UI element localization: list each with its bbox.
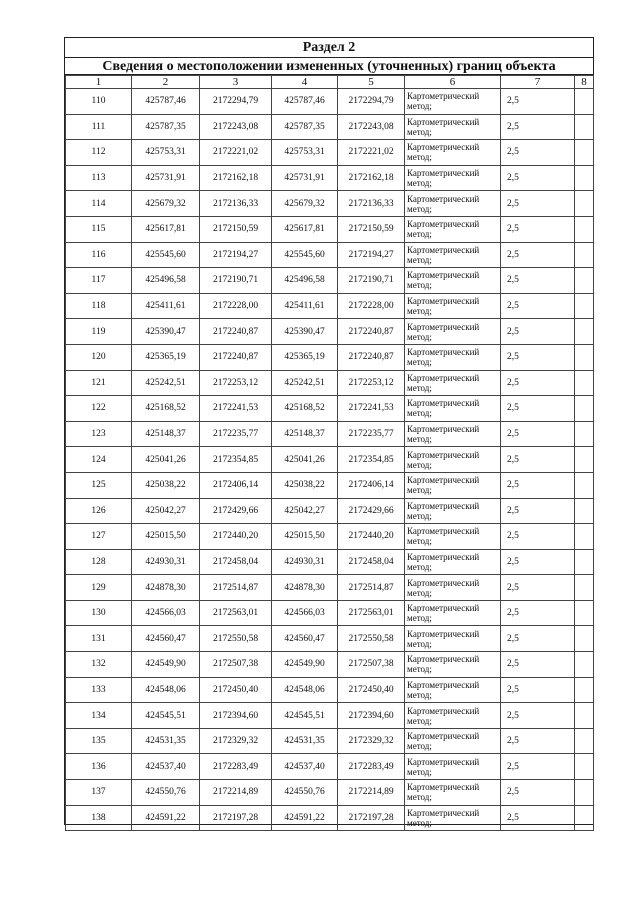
existing-y: 2172214,89 xyxy=(200,780,272,806)
point-number: 128 xyxy=(66,549,132,575)
new-y: 2172214,89 xyxy=(338,780,405,806)
new-x: 424537,40 xyxy=(272,754,338,780)
existing-y: 2172150,59 xyxy=(200,216,272,242)
existing-x: 425148,37 xyxy=(132,421,200,447)
point-number: 111 xyxy=(66,114,132,140)
accuracy: 2,5 xyxy=(501,472,575,498)
accuracy: 2,5 xyxy=(501,498,575,524)
new-y: 2172228,00 xyxy=(338,293,405,319)
existing-y: 2172394,60 xyxy=(200,703,272,729)
column-8-cell xyxy=(575,268,594,294)
new-y: 2172150,59 xyxy=(338,216,405,242)
new-x: 425365,19 xyxy=(272,344,338,370)
column-8-cell xyxy=(575,165,594,191)
existing-y: 2172235,77 xyxy=(200,421,272,447)
table-row xyxy=(66,319,594,345)
new-y: 2172162,18 xyxy=(338,165,405,191)
column-number: 5 xyxy=(338,76,405,89)
existing-y: 2172507,38 xyxy=(200,652,272,678)
column-8-cell xyxy=(575,780,594,806)
existing-x: 425038,22 xyxy=(132,472,200,498)
point-number: 124 xyxy=(66,447,132,473)
column-8-cell xyxy=(575,370,594,396)
existing-y: 2172253,12 xyxy=(200,370,272,396)
new-x: 425042,27 xyxy=(272,498,338,524)
document-frame xyxy=(64,37,594,828)
table-row xyxy=(66,293,594,319)
column-8-cell xyxy=(575,344,594,370)
section-title: Раздел 2 xyxy=(65,38,593,58)
new-y: 2172514,87 xyxy=(338,575,405,601)
column-8-cell xyxy=(575,447,594,473)
new-x: 425731,91 xyxy=(272,165,338,191)
existing-y: 2172243,08 xyxy=(200,114,272,140)
point-number: 116 xyxy=(66,242,132,268)
column-8-cell xyxy=(575,319,594,345)
existing-y: 2172197,28 xyxy=(200,805,272,831)
method: Картометрический метод; xyxy=(405,575,501,601)
column-8-cell xyxy=(575,242,594,268)
new-y: 2172440,20 xyxy=(338,524,405,550)
new-x: 424550,76 xyxy=(272,780,338,806)
accuracy: 2,5 xyxy=(501,447,575,473)
accuracy: 2,5 xyxy=(501,344,575,370)
table-row xyxy=(66,242,594,268)
point-number: 118 xyxy=(66,293,132,319)
accuracy: 2,5 xyxy=(501,421,575,447)
column-8-cell xyxy=(575,549,594,575)
point-number: 119 xyxy=(66,319,132,345)
table-row xyxy=(66,754,594,780)
accuracy: 2,5 xyxy=(501,600,575,626)
accuracy: 2,5 xyxy=(501,575,575,601)
method: Картометрический метод; xyxy=(405,447,501,473)
existing-x: 425787,35 xyxy=(132,114,200,140)
new-y: 2172241,53 xyxy=(338,396,405,422)
column-8-cell xyxy=(575,140,594,166)
method: Картометрический метод; xyxy=(405,652,501,678)
point-number: 122 xyxy=(66,396,132,422)
new-x: 424548,06 xyxy=(272,677,338,703)
table-row xyxy=(66,114,594,140)
method: Картометрический метод; xyxy=(405,600,501,626)
new-x: 424878,30 xyxy=(272,575,338,601)
point-number: 115 xyxy=(66,216,132,242)
column-8-cell xyxy=(575,703,594,729)
existing-x: 424566,03 xyxy=(132,600,200,626)
existing-x: 425168,52 xyxy=(132,396,200,422)
accuracy: 2,5 xyxy=(501,89,575,115)
accuracy: 2,5 xyxy=(501,780,575,806)
column-8-cell xyxy=(575,600,594,626)
new-y: 2172221,02 xyxy=(338,140,405,166)
new-y: 2172243,08 xyxy=(338,114,405,140)
accuracy: 2,5 xyxy=(501,268,575,294)
accuracy: 2,5 xyxy=(501,805,575,831)
column-8-cell xyxy=(575,396,594,422)
new-y: 2172235,77 xyxy=(338,421,405,447)
table-row xyxy=(66,549,594,575)
new-x: 425390,47 xyxy=(272,319,338,345)
column-number: 8 xyxy=(575,76,594,89)
existing-y: 2172240,87 xyxy=(200,344,272,370)
column-number-row xyxy=(66,76,594,89)
table-row xyxy=(66,728,594,754)
existing-x: 424549,90 xyxy=(132,652,200,678)
table-row xyxy=(66,472,594,498)
existing-x: 424545,51 xyxy=(132,703,200,729)
new-y: 2172394,60 xyxy=(338,703,405,729)
existing-y: 2172329,32 xyxy=(200,728,272,754)
method: Картометрический метод; xyxy=(405,191,501,217)
table-row xyxy=(66,165,594,191)
existing-x: 425753,31 xyxy=(132,140,200,166)
point-number: 117 xyxy=(66,268,132,294)
new-x: 424930,31 xyxy=(272,549,338,575)
existing-y: 2172136,33 xyxy=(200,191,272,217)
column-8-cell xyxy=(575,498,594,524)
existing-x: 424591,22 xyxy=(132,805,200,831)
table-row xyxy=(66,421,594,447)
column-8-cell xyxy=(575,754,594,780)
table-row xyxy=(66,216,594,242)
accuracy: 2,5 xyxy=(501,728,575,754)
column-8-cell xyxy=(575,472,594,498)
new-y: 2172450,40 xyxy=(338,677,405,703)
accuracy: 2,5 xyxy=(501,754,575,780)
existing-y: 2172294,79 xyxy=(200,89,272,115)
new-y: 2172354,85 xyxy=(338,447,405,473)
existing-x: 424537,40 xyxy=(132,754,200,780)
accuracy: 2,5 xyxy=(501,165,575,191)
section-subtitle: Сведения о местоположении измененных (уточненных) границ объекта xyxy=(65,58,593,75)
existing-y: 2172162,18 xyxy=(200,165,272,191)
method: Картометрический метод; xyxy=(405,754,501,780)
existing-y: 2172354,85 xyxy=(200,447,272,473)
existing-y: 2172228,00 xyxy=(200,293,272,319)
point-number: 136 xyxy=(66,754,132,780)
existing-x: 425015,50 xyxy=(132,524,200,550)
point-number: 131 xyxy=(66,626,132,652)
column-number: 2 xyxy=(132,76,200,89)
accuracy: 2,5 xyxy=(501,396,575,422)
new-y: 2172507,38 xyxy=(338,652,405,678)
column-8-cell xyxy=(575,626,594,652)
table-row xyxy=(66,89,594,115)
point-number: 110 xyxy=(66,89,132,115)
existing-y: 2172440,20 xyxy=(200,524,272,550)
column-number: 3 xyxy=(200,76,272,89)
new-y: 2172429,66 xyxy=(338,498,405,524)
existing-y: 2172450,40 xyxy=(200,677,272,703)
method: Картометрический метод; xyxy=(405,421,501,447)
column-number: 1 xyxy=(66,76,132,89)
point-number: 126 xyxy=(66,498,132,524)
method: Картометрический метод; xyxy=(405,472,501,498)
table-row xyxy=(66,652,594,678)
existing-y: 2172283,49 xyxy=(200,754,272,780)
table-row xyxy=(66,268,594,294)
accuracy: 2,5 xyxy=(501,114,575,140)
accuracy: 2,5 xyxy=(501,191,575,217)
method: Картометрический метод; xyxy=(405,140,501,166)
existing-x: 425365,19 xyxy=(132,344,200,370)
existing-x: 425411,61 xyxy=(132,293,200,319)
existing-x: 424550,76 xyxy=(132,780,200,806)
new-x: 425041,26 xyxy=(272,447,338,473)
method: Картометрический метод; xyxy=(405,344,501,370)
column-8-cell xyxy=(575,677,594,703)
column-8-cell xyxy=(575,89,594,115)
existing-x: 424560,47 xyxy=(132,626,200,652)
accuracy: 2,5 xyxy=(501,370,575,396)
column-number: 7 xyxy=(501,76,575,89)
column-8-cell xyxy=(575,652,594,678)
method: Картометрический метод; xyxy=(405,370,501,396)
table-row xyxy=(66,703,594,729)
column-8-cell xyxy=(575,216,594,242)
point-number: 121 xyxy=(66,370,132,396)
new-x: 425787,46 xyxy=(272,89,338,115)
accuracy: 2,5 xyxy=(501,703,575,729)
table-row xyxy=(66,677,594,703)
method: Картометрический метод; xyxy=(405,780,501,806)
table-row xyxy=(66,447,594,473)
accuracy: 2,5 xyxy=(501,293,575,319)
new-y: 2172406,14 xyxy=(338,472,405,498)
new-x: 425038,22 xyxy=(272,472,338,498)
existing-x: 425496,58 xyxy=(132,268,200,294)
accuracy: 2,5 xyxy=(501,242,575,268)
boundary-coordinates-table xyxy=(65,75,594,831)
new-x: 425168,52 xyxy=(272,396,338,422)
existing-y: 2172458,04 xyxy=(200,549,272,575)
new-y: 2172294,79 xyxy=(338,89,405,115)
point-number: 130 xyxy=(66,600,132,626)
method: Картометрический метод; xyxy=(405,319,501,345)
method: Картометрический метод; xyxy=(405,242,501,268)
new-y: 2172190,71 xyxy=(338,268,405,294)
new-y: 2172240,87 xyxy=(338,319,405,345)
new-x: 424591,22 xyxy=(272,805,338,831)
accuracy: 2,5 xyxy=(501,626,575,652)
point-number: 132 xyxy=(66,652,132,678)
new-x: 425679,32 xyxy=(272,191,338,217)
table-row xyxy=(66,780,594,806)
point-number: 127 xyxy=(66,524,132,550)
point-number: 134 xyxy=(66,703,132,729)
point-number: 135 xyxy=(66,728,132,754)
point-number: 125 xyxy=(66,472,132,498)
method: Картометрический метод; xyxy=(405,703,501,729)
method: Картометрический метод; xyxy=(405,268,501,294)
method: Картометрический метод; xyxy=(405,165,501,191)
existing-x: 424930,31 xyxy=(132,549,200,575)
method: Картометрический метод; xyxy=(405,677,501,703)
table-row xyxy=(66,626,594,652)
existing-x: 425787,46 xyxy=(132,89,200,115)
new-x: 425787,35 xyxy=(272,114,338,140)
method: Картометрический метод; xyxy=(405,396,501,422)
method: Картометрический метод; xyxy=(405,626,501,652)
new-x: 424549,90 xyxy=(272,652,338,678)
new-x: 424545,51 xyxy=(272,703,338,729)
new-y: 2172283,49 xyxy=(338,754,405,780)
existing-y: 2172429,66 xyxy=(200,498,272,524)
table-row xyxy=(66,524,594,550)
new-x: 424531,35 xyxy=(272,728,338,754)
new-x: 425496,58 xyxy=(272,268,338,294)
method: Картометрический метод; xyxy=(405,293,501,319)
method: Картометрический метод; xyxy=(405,805,501,831)
existing-x: 424548,06 xyxy=(132,677,200,703)
point-number: 112 xyxy=(66,140,132,166)
new-y: 2172194,27 xyxy=(338,242,405,268)
method: Картометрический метод; xyxy=(405,216,501,242)
existing-y: 2172190,71 xyxy=(200,268,272,294)
existing-y: 2172240,87 xyxy=(200,319,272,345)
accuracy: 2,5 xyxy=(501,677,575,703)
existing-x: 425617,81 xyxy=(132,216,200,242)
table-row xyxy=(66,344,594,370)
new-x: 425545,60 xyxy=(272,242,338,268)
method: Картометрический метод; xyxy=(405,498,501,524)
accuracy: 2,5 xyxy=(501,216,575,242)
point-number: 133 xyxy=(66,677,132,703)
new-y: 2172550,58 xyxy=(338,626,405,652)
new-x: 424560,47 xyxy=(272,626,338,652)
table-row xyxy=(66,575,594,601)
existing-x: 424531,35 xyxy=(132,728,200,754)
new-y: 2172563,01 xyxy=(338,600,405,626)
column-8-cell xyxy=(575,421,594,447)
existing-y: 2172406,14 xyxy=(200,472,272,498)
new-y: 2172329,32 xyxy=(338,728,405,754)
new-x: 425015,50 xyxy=(272,524,338,550)
existing-x: 424878,30 xyxy=(132,575,200,601)
existing-y: 2172194,27 xyxy=(200,242,272,268)
column-8-cell xyxy=(575,805,594,831)
new-x: 425148,37 xyxy=(272,421,338,447)
new-y: 2172253,12 xyxy=(338,370,405,396)
column-8-cell xyxy=(575,191,594,217)
accuracy: 2,5 xyxy=(501,524,575,550)
point-number: 120 xyxy=(66,344,132,370)
accuracy: 2,5 xyxy=(501,549,575,575)
method: Картометрический метод; xyxy=(405,89,501,115)
existing-y: 2172241,53 xyxy=(200,396,272,422)
table-row xyxy=(66,396,594,422)
existing-x: 425679,32 xyxy=(132,191,200,217)
table-row xyxy=(66,498,594,524)
existing-x: 425041,26 xyxy=(132,447,200,473)
column-8-cell xyxy=(575,114,594,140)
table-row xyxy=(66,191,594,217)
existing-x: 425390,47 xyxy=(132,319,200,345)
method: Картометрический метод; xyxy=(405,524,501,550)
column-number: 6 xyxy=(405,76,501,89)
method: Картометрический метод; xyxy=(405,114,501,140)
point-number: 123 xyxy=(66,421,132,447)
existing-y: 2172221,02 xyxy=(200,140,272,166)
existing-x: 425042,27 xyxy=(132,498,200,524)
table-row xyxy=(66,140,594,166)
column-number: 4 xyxy=(272,76,338,89)
accuracy: 2,5 xyxy=(501,652,575,678)
new-x: 424566,03 xyxy=(272,600,338,626)
column-8-cell xyxy=(575,293,594,319)
existing-x: 425731,91 xyxy=(132,165,200,191)
column-8-cell xyxy=(575,728,594,754)
column-8-cell xyxy=(575,524,594,550)
table-row xyxy=(66,370,594,396)
method: Картометрический метод; xyxy=(405,549,501,575)
accuracy: 2,5 xyxy=(501,140,575,166)
column-8-cell xyxy=(575,575,594,601)
point-number: 113 xyxy=(66,165,132,191)
existing-y: 2172550,58 xyxy=(200,626,272,652)
new-x: 425753,31 xyxy=(272,140,338,166)
table-row xyxy=(66,805,594,831)
existing-x: 425242,51 xyxy=(132,370,200,396)
new-x: 425411,61 xyxy=(272,293,338,319)
existing-y: 2172563,01 xyxy=(200,600,272,626)
existing-y: 2172514,87 xyxy=(200,575,272,601)
point-number: 114 xyxy=(66,191,132,217)
new-y: 2172458,04 xyxy=(338,549,405,575)
new-x: 425242,51 xyxy=(272,370,338,396)
new-y: 2172197,28 xyxy=(338,805,405,831)
point-number: 138 xyxy=(66,805,132,831)
new-y: 2172240,87 xyxy=(338,344,405,370)
accuracy: 2,5 xyxy=(501,319,575,345)
new-x: 425617,81 xyxy=(272,216,338,242)
point-number: 129 xyxy=(66,575,132,601)
table-row xyxy=(66,600,594,626)
point-number: 137 xyxy=(66,780,132,806)
method: Картометрический метод; xyxy=(405,728,501,754)
existing-x: 425545,60 xyxy=(132,242,200,268)
new-y: 2172136,33 xyxy=(338,191,405,217)
